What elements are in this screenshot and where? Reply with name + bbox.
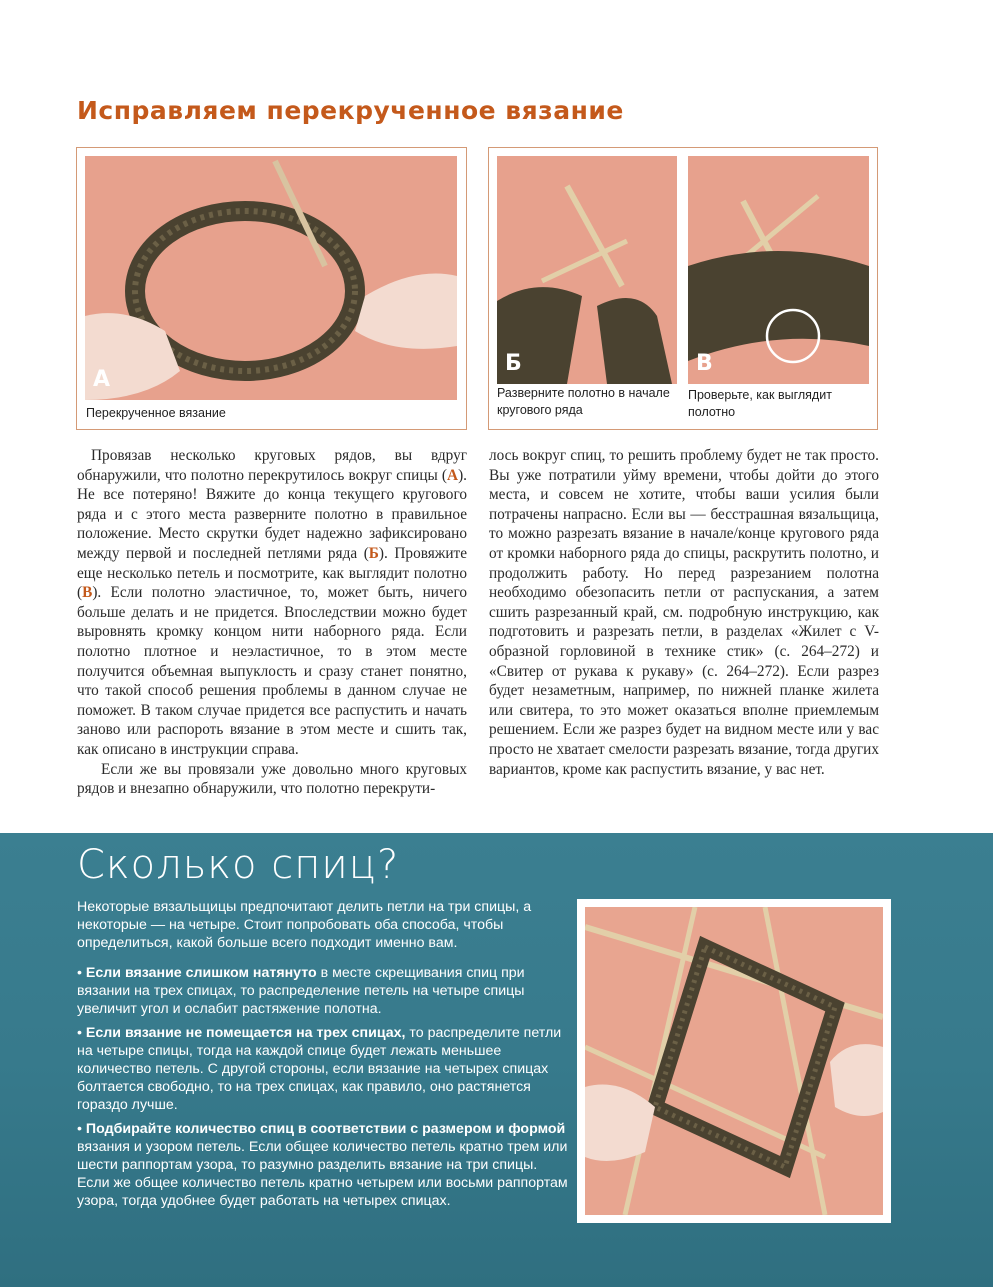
sidebar-item-3 [77,1120,570,1210]
figure-bc-frame [488,147,878,430]
figure-c-caption: Проверьте, как выглядит полотно [688,388,832,419]
unwrap-knitting-photo [497,156,677,384]
figure-a-caption: Перекрученное вязание [86,406,226,420]
four-needles-photo [585,907,883,1215]
check-knitting-photo [688,156,869,384]
sidebar-item-2-bold: Если вязание не помещается на трех спицах, [85,1025,406,1041]
figure-a-letter: А [93,367,111,392]
article-paragraph-1 [77,446,467,760]
sidebar-item-2 [77,1024,570,1114]
article-paragraph-2: Если же вы провязали уже довольно много круговых рядов и внезапно обнаружили, что полотно перекрути- [77,760,467,798]
article-text: ). Провяжите еще несколько петель и посмотрите, как выглядит полотно ( [77,544,468,602]
figure-ref-b: Б [368,544,379,562]
sidebar-intro: Некоторые вязальщицы предпочитают делить петли на три спицы, а некоторые — на четыре. Стоит попробовать оба способа, чтобы определиться, какой больше всего подходит именно вам. [77,899,532,951]
sidebar-title: Сколько спиц? [77,842,400,888]
article-text: ). Если полотно эластичное, то, может быть, ничего больше делать и не придется. Впоследствии можно будет выровнять кромку концом нити наборного ряда. Если полотно плотное и неэластичное, то в этом месте получится объемная выпуклость и сразу станет понятно, что такой способ решения проблемы в данном случае не поможет. В таком случае придется все распустить и начать заново или распороть вязание в этом месте и сшить так, как описано в инструкции справа. [77,584,467,758]
article-column-2 [489,446,879,779]
article-paragraph-3: лось вокруг спиц, то решить проблему будет не так просто. Вы уже потратили уйму времени, чтобы дойти до этого места, и совсем не хотите, чтобы ваши усилия были потрачены напрасно. Если вы — бесстрашная вязальщица, то можно разрезать вязание в начале/конце кругового ряда от кромки наборного ряда до спицы, раскрутить полотно, и продолжить работу. Но перед разрезанием полотна необходимо обезопасить петли от распускания, а затем сшить разрезанный край, см. подробную инструкцию, как подготовить и разрезать петли, в разделах «Жилет с V-образной горловиной в технике стик» (с. 264–272) и «Свитер от рукава к рукаву» (с. 264–272). Если разрез будет незаметным, например, по нижней планке жилета или свитера, то это может оказаться вполне приемлемым решением. Если же разрез будет на видном месте или у вас просто не хватает смелости разрезать вязание, тогда других вариантов, кроме как распустить вязание, у вас нет. [489,447,879,778]
twisted-knitting-photo [85,156,457,400]
bullet: • [77,965,82,981]
sidebar-item-2-text: то распределите петли на четыре спицы, тогда на каждой спице будет лежать меньшее количество петель. С другой стороны, если вязание на четырех спицах болтается свободно, то на трех спицах, как правило, оно растянется гораздо лучше. [77,1025,562,1113]
sidebar-item-1-text: в месте скрещивания спиц при вязании на трех спицах, то распределение петель на четыре спицы увеличит угол и ослабит растяжение полотна. [77,965,525,1017]
figure-b-letter: Б [505,351,522,376]
figure-b-caption: Разверните полотно в начале кругового ряда [497,386,670,417]
section-title: Исправляем перекрученное вязание [77,96,624,125]
figure-ref-c: В [82,584,93,602]
sidebar-item-3-bold: Подбирайте количество спиц в соответствии с размером и формой [85,1121,566,1137]
figure-a-frame [76,147,467,430]
sidebar-item-3-text: вязания и узором петель. Если общее количество петель кратно трем или шести раппортам узора, то разумно разделить вязание на три спицы. Если же общее количество петель кратно четырем или восьми раппортам узора, тогда удобнее будет работать на четырех спицах. [77,1139,568,1209]
bullet: • [77,1025,82,1041]
sidebar-item-1 [77,964,570,1018]
article-text: ). Не все потеряно! Вяжите до конца текущего кругового ряда и с этого места разверните полотно в правильное положение. Место скрутки будет надежно зафиксировано между первой и последней петлями ряда ( [77,466,467,562]
figure-c-letter: В [696,351,713,376]
square-knitting-frame [577,899,891,1223]
sidebar-item-1-bold: Если вязание слишком натянуто [85,965,317,981]
article-text: Провязав несколько круговых рядов, вы вдруг обнаружили, что полотно перекрутилось вокруг спицы ( [77,447,467,484]
figure-ref-a: А [447,466,459,484]
article-column-1 [77,446,467,799]
bullet: • [77,1121,82,1137]
